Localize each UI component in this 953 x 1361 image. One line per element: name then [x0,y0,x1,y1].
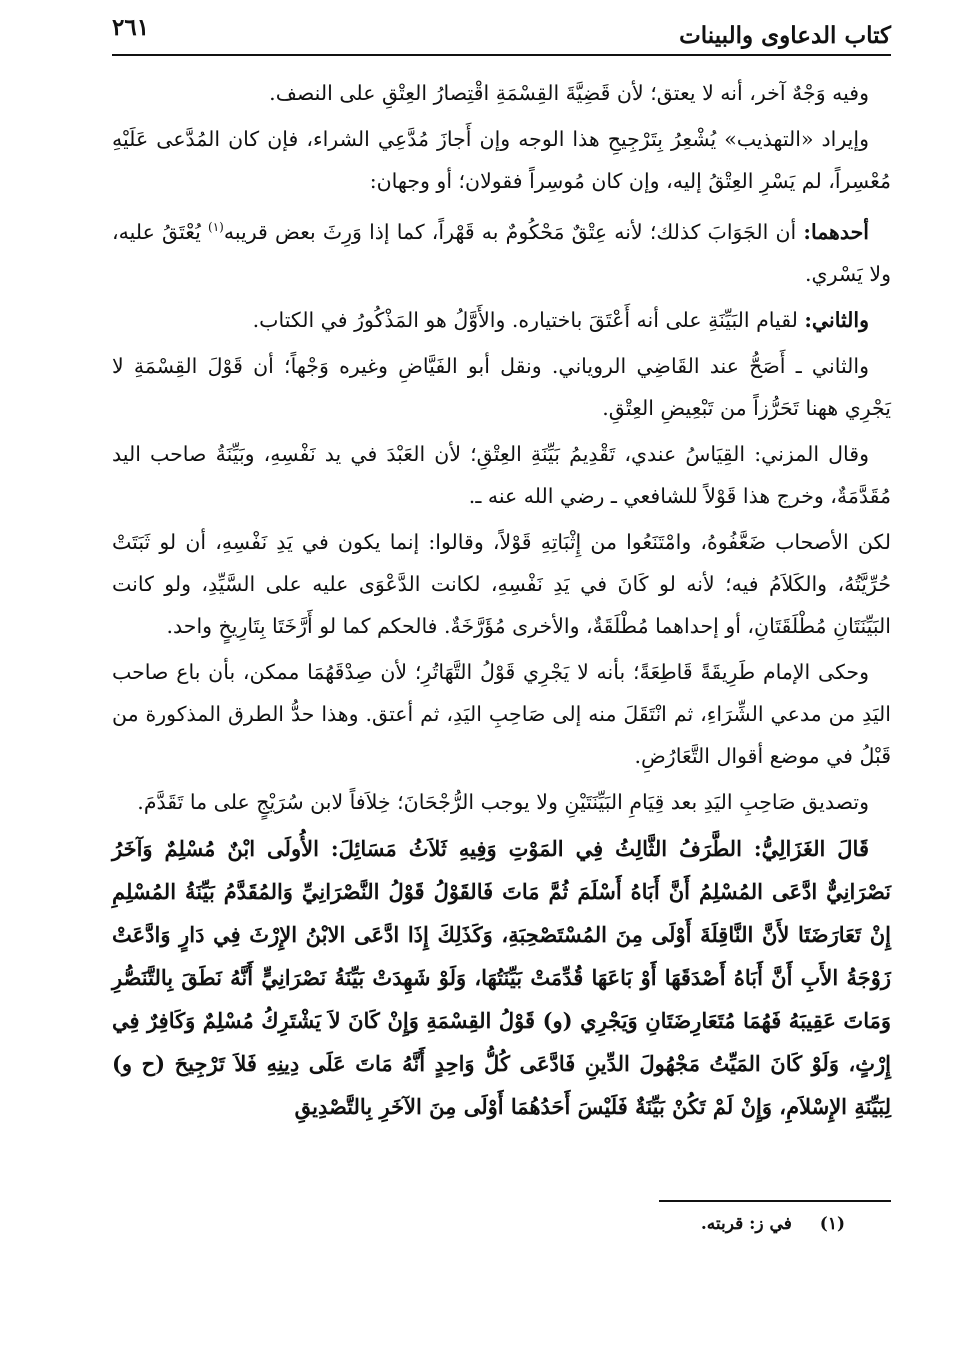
paragraph: وإيراد «التهذيب» يُشْعِرُ بِتَرْجِيحِ هذا الوجه وإن أَجازَ مُدَّعِي الشراء، فإن كان المُدَّعى عَلَيْهِ مُعْسِراً، لم يَسْرِ العِتْقُ إليه، وإن كان مُوسِراً فقولان؛ أو وجهان: [112,127,891,193]
footnote-divider [659,1200,891,1202]
book-title: كتاب الدعاوى والبينات [679,22,891,49]
footnote-number: (١) [819,1214,845,1234]
paragraph-text: أحدهما: أن الجَوَابَ كذلك؛ لأنه عِتْقٌ مَحْكُومٌ به قَهْراً، كما إذا وَرِثَ بعض قريبه$^{(١)}$ يُعْتَقُ عليه، ولا يَسْري. [112,219,891,286]
paragraph: وفيه وَجْهٌ آخر، أنه لا يعتق؛ لأن قَضِيَّةَ القِسْمَةِ اقْتِصارُ العِتْقِ على النصف. [269,81,869,105]
page-number: ٢٦١ [112,14,150,41]
paragraph: والثاني ـ أَصَحُّ عند القَاضِي الروياني. ونقل أبو الفَيَّاضِ وغيره وَجْهاً؛ أن قَوْلَ القِسْمَةِ لا يَجْرِي ههنا تَحَرُّزاً من تَبْعِيضِ العِتْقِ. [112,353,891,420]
ghazali-quote-paragraph: قَالَ الغَزَالِيُّ: الطَّرَفُ الثَّالِثُ فِي المَوْتِ وَفِيهِ ثَلاَثُ مَسَائِلَ: الأُولَى ابْنٌ مُسْلِمٌ وَآخَرُ نَصْرَانِيٌّ ادَّعَى المُسْلِمُ أَنَّ أَبَاهُ أَسْلَمَ ثُمَّ مَاتَ فَالقَوْلُ قَوْلُ النَّصْرَانِيِّ وَالمُقَدَّمُ بَيِّنَةُ المُسْلِمِ إِنْ تَعَارَضَتَا لأَنَّ النَّاقِلَةَ أَوْلَى مِنَ المُسْتَصْحِبَةِ، وَكَذَلِكَ إِذَا ادَّعَى الابْنُ الإِرْثَ فِي دَارٍ وَادَّعَتْ زَوْجَةُ الأَبِ أَنَّ أَبَاهُ أَصْدَقَهَا أَوْ بَاعَهَا قُدِّمَتْ بَيِّنَتُهَا، وَلَوْ شَهِدَتْ بَيِّنَةُ نَصْرَانِيٍّ أَنَّهُ نَطَقَ بِالتَّنَصُّرِ وَمَاتَ عَقِيبَهُ فَهُمَا مُتَعَارِضَتَانِ وَيَجْرِي (و) قَوْلُ القِسْمَةِ وَإِنْ كَانَ لاَ يَشْتَرِكُ مُسْلِمٌ وَكَافِرٌ فِي إِرْثٍ، وَلَوْ كَانَ المَيِّتُ مَجْهُولَ الدِّينِ فَادَّعَى كُلُّ وَاحِدٍ أَنَّهُ مَاتَ عَلَى دِينِهِ فَلاَ تَرْجِيحَ (ح و) لِبَيِّنَةِ الإِسْلاَمِ، وَإِنْ لَمْ تَكُنْ بَيِّنَةٌ فَلَيْسَ أَحَدُهُمَا أَوْلَى مِنَ الآخَرِ بِالتَّصْدِيقِ [112,835,891,1119]
footnote-text: في ز: قربته. [700,1214,792,1234]
paragraph: لكن الأصحاب ضَعَّفُوهُ، وامْتَنَعُوا من إِثْبَاتِهِ قَوْلاً، وقالوا: إنما يكون في يَدِ نَفْسِهِ، أن لو ثَبَتَتْ حُرِّيَّتُهُ، والكَلاَمُ فيه؛ لأنه لو كَانَ في يَدِ نَفْسِهِ، لكانت الدَّعْوَى عليه على السَّيِّدِ، ولو كانت البَيِّنَتَانِ مُطْلَقَتَانِ، أو إحداهما مُطْلَقَةٌ، والأخرى مُؤَرَّخَةٌ. فالحكم كما لو أَرَّخَتَا بِتَارِيخٍ واحد. [112,529,891,638]
main-text [112,72,891,1132]
running-header [112,10,891,56]
paragraph [112,206,891,295]
paragraph: وحكى الإمام طَرِيقَةً قَاطِعَةً؛ بأنه لا يَجْرِي قَوْلُ التَّهَاتُرِ؛ لأن صِدْقَهُمَا ممكن، بأن باع صاحب اليَدِ من مدعي الشِّرَاءِ، ثم انْتَقَلَ منه إلى صَاحِبِ اليَدِ، ثم أعتق. وهذا حدُّ الطرق المذكورة من قَبْلُ في موضع أقوال التَّعَارُضِ. [112,659,891,768]
paragraph: والثاني: لقيام البَيِّنَةِ على أنه أَعْتَقَ باختياره. والأَوَّلُ هو المَذْكُورُ في الكتاب. [252,307,869,332]
paragraph-lead-word: أحدهما: [803,219,869,244]
footnote-reference: (١) [208,220,224,234]
paragraph: وتصديق صَاحِبِ اليَدِ بعد قِيَامِ البَيِّنَتَيْنِ ولا يوجب الرُّجْحَانَ؛ خِلاَفاً لابن سُرَيْجٍ على ما تَقَدَّمَ. [137,789,869,814]
footnote [701,1214,845,1234]
paragraph: وقال المزني: القِيَاسُ عندي، تَقْدِيمُ بَيِّنَةِ العِتْقِ؛ لأن العَبْدَ في يد نَفْسِهِ، وبَيِّنَةُ صاحب اليد مُقَدَّمَةٌ، وخرج هذا قَوْلاً للشافعي ـ رضي الله عنه ـ. [112,441,891,508]
paragraph-lead-word: والثاني: [804,307,869,332]
